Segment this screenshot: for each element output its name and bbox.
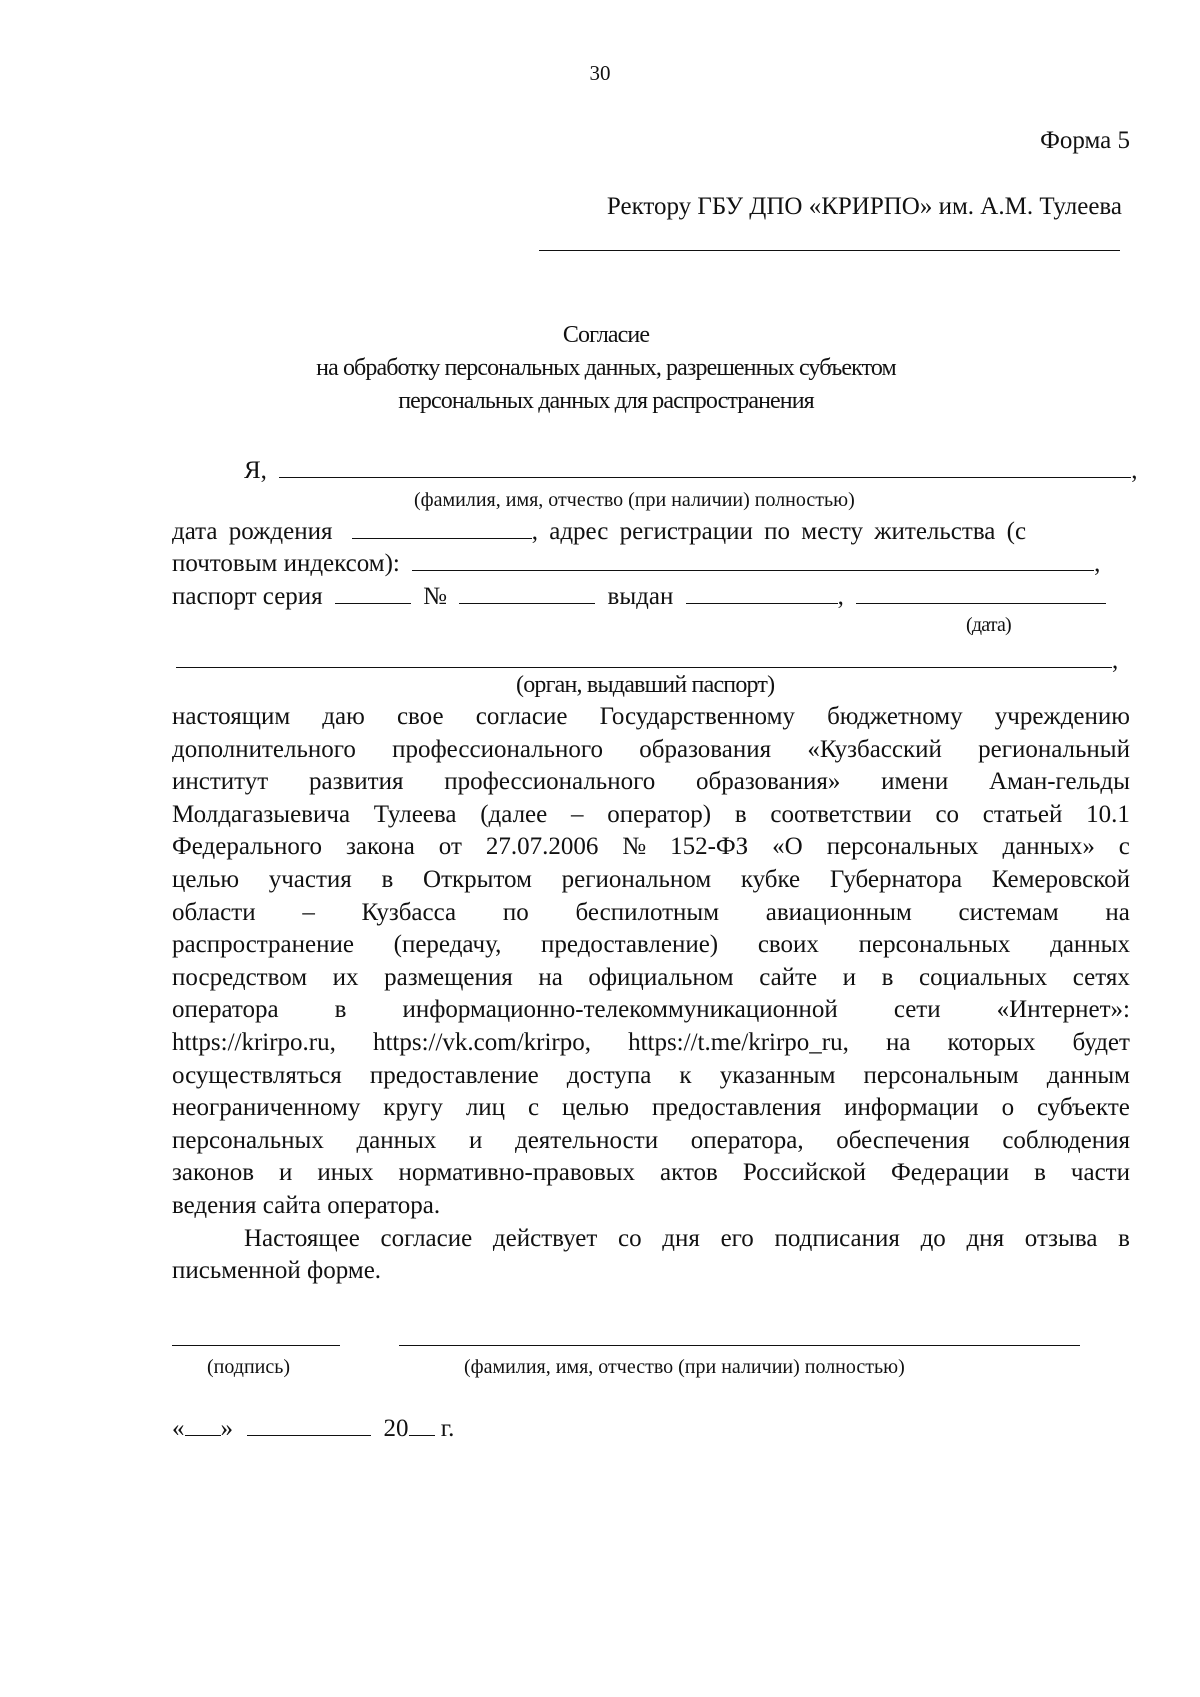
month-blank[interactable] [247, 1417, 371, 1436]
authority-comma: , [1112, 647, 1119, 674]
consent-word: данных» [1002, 833, 1095, 861]
consent-word: Федерации [891, 1159, 1010, 1187]
consent-word: соблюдения [1002, 1126, 1130, 1154]
consent-word: информационно-телекоммуникационной [402, 996, 838, 1024]
consent-word: сети [893, 996, 941, 1024]
year-blank[interactable] [409, 1417, 435, 1436]
address-label: , адрес регистрации по месту жительства (с [531, 518, 1027, 545]
consent-word: 27.07.2006 [485, 833, 599, 861]
consent-word: по [502, 898, 529, 926]
consent-word: части [1070, 1159, 1130, 1187]
consent-word: актов [660, 1159, 718, 1187]
consent-word: нормативно-правовых [398, 1159, 636, 1187]
consent-word: и [842, 963, 857, 991]
address-comma: , [1094, 550, 1101, 577]
page-number: 30 [589, 61, 611, 85]
consent-word: в [334, 996, 347, 1024]
consent-word: с [527, 1094, 540, 1122]
birth-label: дата рождения [172, 518, 333, 545]
consent-word: в [734, 800, 747, 828]
authority-blank[interactable] [176, 649, 1112, 668]
consent-word: согласие [475, 703, 568, 730]
consent-word: – [571, 800, 584, 828]
passport-row [172, 584, 1106, 609]
consent-word: будет [1072, 1028, 1130, 1056]
issued-comma: , [837, 583, 844, 610]
validity-word: дня [966, 1224, 1005, 1252]
title-line-3: персональных данных для распространения [398, 388, 814, 414]
consent-word: кругу [383, 1094, 443, 1122]
consent-word: предоставление [369, 1061, 539, 1089]
consent-word: в [881, 963, 894, 991]
validity-word: согласие [380, 1224, 473, 1252]
issued-by-blank[interactable] [686, 585, 838, 604]
consent-word: посредством [172, 963, 308, 991]
consent-word: https://t.me/krirpo_ru, [628, 1028, 849, 1056]
consent-word: с [1118, 833, 1130, 861]
year-suffix: г. [434, 1415, 455, 1442]
consent-word: образования» [696, 768, 841, 796]
consent-word: в [1034, 1159, 1046, 1187]
fio-hint: (фамилия, имя, отчество (при наличии) полностью) [414, 489, 855, 511]
consent-word: участия [268, 865, 352, 893]
validity-word: в [1118, 1224, 1130, 1252]
consent-word: кубке [740, 865, 801, 893]
validity-word: его [720, 1224, 754, 1252]
consent-word: осуществляться [172, 1061, 342, 1089]
authority-hint: (орган, выдавший паспорт) [516, 672, 775, 698]
date-hint: (дата) [966, 614, 1011, 636]
consent-word: информации [844, 1094, 979, 1122]
consent-word: области [172, 898, 256, 926]
signature-fio-hint: (фамилия, имя, отчество (при наличии) полностью) [464, 1356, 905, 1378]
passport-series-label: паспорт серия [172, 583, 323, 610]
consent-word: персональным [863, 1061, 1019, 1089]
consent-word: Российской [742, 1159, 867, 1187]
fio-row [244, 458, 1137, 483]
day-blank[interactable] [185, 1417, 221, 1436]
consent-word: деятельности [514, 1126, 659, 1154]
consent-word: профессионального [444, 768, 656, 796]
close-quote: » [220, 1415, 233, 1442]
consent-word: образования [639, 735, 772, 763]
title-line-1: Согласие [562, 322, 650, 348]
consent-word: системам [958, 898, 1059, 926]
validity-word: отзыва [1024, 1224, 1098, 1252]
consent-word: целью [172, 865, 240, 893]
validity-word: Настоящее [244, 1224, 360, 1252]
signature-fio-blank[interactable] [399, 1345, 1080, 1346]
consent-word: персональных [826, 833, 979, 861]
validity-word: подписания [774, 1224, 900, 1252]
consent-line [172, 994, 1130, 1027]
consent-word: «О [772, 833, 803, 861]
consent-word: субъекте [1037, 1094, 1130, 1122]
form-label: Форма 5 [1040, 127, 1130, 154]
postal-row [172, 551, 1100, 576]
addressee-blank-line[interactable] [539, 250, 1120, 251]
consent-word: данным [1046, 1061, 1130, 1089]
consent-word: Молдагазыевича [172, 800, 351, 828]
ya-label: Я, [244, 457, 267, 484]
validity-paragraph-last-line: письменной форме. [172, 1257, 382, 1285]
consent-word: – [302, 898, 315, 926]
validity-word: со [617, 1224, 642, 1252]
consent-word: к [679, 1061, 692, 1089]
passport-series-blank[interactable] [335, 585, 411, 604]
address-blank[interactable] [412, 552, 1094, 571]
issued-label: выдан [607, 583, 674, 610]
consent-word: целью [562, 1094, 630, 1122]
consent-body [172, 701, 1130, 1288]
consent-word: закона [346, 833, 415, 861]
consent-word: персональных [172, 1126, 324, 1154]
consent-word: профессионального [392, 735, 604, 763]
validity-word: действует [492, 1224, 598, 1252]
open-quote: « [172, 1415, 185, 1442]
consent-word: о [1001, 1094, 1015, 1122]
consent-word: институт [172, 768, 269, 796]
consent-word: на [538, 963, 563, 991]
consent-line [172, 799, 1130, 832]
consent-word: оператор) [607, 800, 712, 828]
consent-word: социальных [918, 963, 1048, 991]
consent-word: 10.1 [1086, 800, 1130, 828]
consent-word: обеспечения [836, 1126, 970, 1154]
consent-line [172, 734, 1130, 767]
consent-word: на [885, 1028, 911, 1056]
consent-line [172, 1027, 1130, 1060]
consent-word: законов [172, 1159, 255, 1187]
consent-line [172, 701, 1130, 734]
consent-word: № [622, 833, 647, 861]
consent-word: бюджетному [827, 703, 963, 730]
consent-word: данных [356, 1126, 437, 1154]
consent-word: в [381, 865, 394, 893]
consent-word: которых [947, 1028, 1036, 1056]
signature-blank[interactable] [172, 1345, 340, 1346]
consent-word: предоставления [652, 1094, 822, 1122]
consent-word: и [468, 1126, 483, 1154]
consent-word: (передачу, [393, 931, 502, 959]
consent-word: официальном [588, 963, 734, 991]
consent-word: https://vk.com/krirpo, [372, 1028, 591, 1056]
consent-word: «Интернет»: [996, 996, 1130, 1024]
consent-line [172, 1060, 1130, 1093]
title-line-2: на обработку персональных данных, разрешенных субъектом [316, 355, 896, 381]
consent-word: сетях [1072, 963, 1130, 991]
consent-word: Государственному [599, 703, 795, 730]
issue-date-blank[interactable] [856, 585, 1106, 604]
addressee: Ректору ГБУ ДПО «КРИРПО» им. А.М. Тулеева [606, 193, 1122, 220]
postal-label: почтовым индексом): [172, 550, 400, 577]
consent-word: (далее [480, 800, 548, 828]
consent-word: на [1105, 898, 1130, 926]
authority-row [176, 648, 1118, 673]
signing-date-row [172, 1416, 454, 1441]
consent-word: Открытом [423, 865, 532, 893]
consent-line [172, 962, 1130, 995]
consent-word: и [279, 1159, 293, 1187]
consent-word: со [935, 800, 960, 828]
validity-word: дня [662, 1224, 700, 1252]
consent-word: соответствии [770, 800, 912, 828]
consent-word: региональном [561, 865, 712, 893]
consent-word: доступа [566, 1061, 652, 1089]
consent-word: иных [317, 1159, 374, 1187]
signature-hint: (подпись) [207, 1356, 291, 1378]
birth-date-blank[interactable] [352, 520, 532, 539]
consent-word: настоящим [172, 703, 291, 730]
consent-word: региональный [978, 735, 1130, 763]
consent-word: данных [1050, 931, 1130, 959]
consent-word: учреждению [994, 703, 1130, 730]
consent-word: оператора [172, 996, 279, 1024]
number-sign: № [423, 583, 448, 610]
consent-paragraph [172, 701, 1130, 1190]
consent-word: от [438, 833, 462, 861]
consent-word: указанным [719, 1061, 836, 1089]
consent-word: сайте [759, 963, 818, 991]
passport-number-blank[interactable] [459, 585, 595, 604]
consent-word: 152-ФЗ [670, 833, 749, 861]
fio-blank[interactable] [279, 459, 1131, 478]
consent-word: Губернатора [829, 865, 963, 893]
consent-word: имени [881, 768, 949, 796]
consent-word: «Кузбасский [807, 735, 942, 763]
consent-word: распространение [172, 931, 354, 959]
consent-word: даю [322, 703, 365, 730]
consent-word: Кузбасса [361, 898, 457, 926]
consent-line [172, 864, 1130, 897]
consent-word: Аман-гельды [989, 768, 1130, 796]
consent-line [172, 1157, 1130, 1190]
consent-word: размещения [384, 963, 513, 991]
consent-word: своих [757, 931, 819, 959]
consent-word: https://krirpo.ru, [172, 1028, 336, 1056]
consent-line [172, 929, 1130, 962]
consent-line [172, 766, 1130, 799]
consent-line [172, 897, 1130, 930]
consent-word: авиационным [765, 898, 912, 926]
year-prefix: 20 [383, 1415, 409, 1442]
fio-comma: , [1131, 457, 1138, 484]
consent-word: дополнительного [172, 735, 356, 763]
consent-paragraph-last-line: ведения сайта оператора. [172, 1191, 441, 1219]
consent-word: оператора, [690, 1126, 804, 1154]
consent-word: персональных [858, 931, 1011, 959]
consent-word: беспилотным [575, 898, 720, 926]
birth-row [172, 519, 1026, 544]
consent-word: их [332, 963, 359, 991]
consent-line [172, 831, 1130, 864]
consent-word: неограниченному [172, 1094, 361, 1122]
consent-line [172, 1092, 1130, 1125]
consent-word: Кемеровской [991, 865, 1130, 893]
validity-paragraph [172, 1223, 1130, 1256]
consent-line [172, 1125, 1130, 1158]
consent-word: предоставление) [541, 931, 719, 959]
validity-word: до [920, 1224, 946, 1252]
consent-word: свое [396, 703, 444, 730]
consent-word: Тулеева [373, 800, 457, 828]
consent-word: Федерального [172, 833, 323, 861]
consent-word: лиц [465, 1094, 506, 1122]
consent-word: развития [308, 768, 404, 796]
consent-word: статьей [982, 800, 1063, 828]
